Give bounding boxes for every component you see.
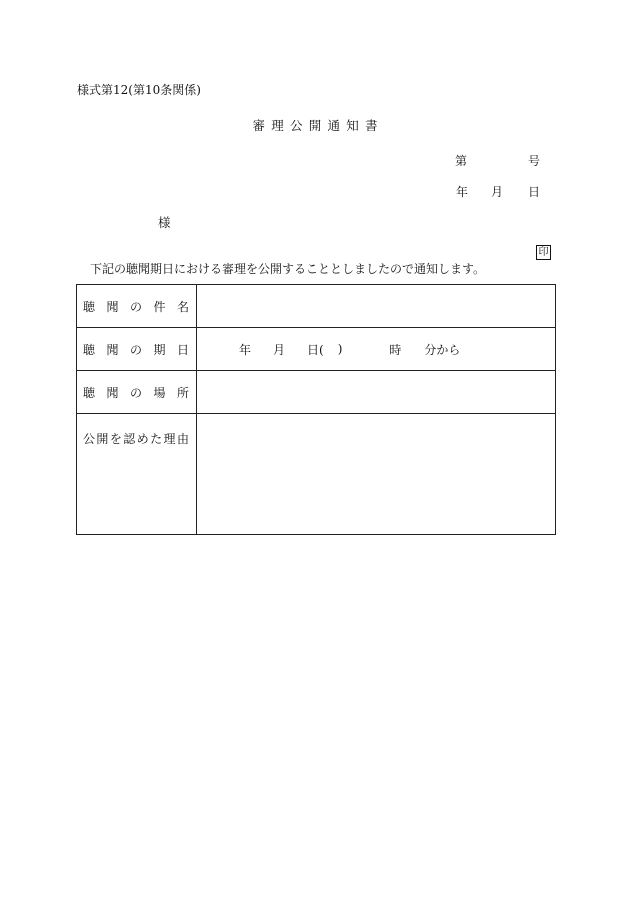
dt-year: 年 bbox=[239, 342, 252, 357]
row-label bbox=[77, 414, 196, 447]
label-char: 認 bbox=[123, 432, 136, 446]
document-title: 審理公開通知書 bbox=[252, 118, 384, 133]
date-day-label: 日 bbox=[528, 185, 541, 199]
label-char: 期 bbox=[153, 342, 166, 357]
label-char: 公 bbox=[83, 432, 96, 446]
document-number-suffix: 号 bbox=[528, 154, 541, 168]
label-cell-place bbox=[77, 371, 197, 414]
date-month-label: 月 bbox=[491, 185, 504, 199]
datetime-line bbox=[197, 341, 555, 358]
table-row bbox=[77, 328, 556, 371]
table-row bbox=[77, 371, 556, 414]
dt-hour: 時 bbox=[389, 342, 402, 357]
dt-month: 月 bbox=[273, 342, 286, 357]
label-char: 日 bbox=[176, 342, 189, 357]
label-char: 聴 bbox=[83, 342, 96, 357]
label-char: 聴 bbox=[83, 385, 96, 400]
label-cell-case-name bbox=[77, 285, 197, 328]
label-char: 聞 bbox=[106, 342, 119, 357]
row-label bbox=[77, 384, 196, 401]
table-row bbox=[77, 285, 556, 328]
dt-close-paren: ) bbox=[337, 342, 343, 356]
label-char: の bbox=[129, 385, 142, 400]
label-char: た bbox=[150, 432, 163, 446]
dt-minute-from: 分から bbox=[424, 342, 461, 357]
form-number: 様式第12(第10条関係) bbox=[77, 83, 201, 97]
date-year-label: 年 bbox=[456, 185, 469, 199]
reason-field[interactable] bbox=[197, 414, 556, 535]
label-char: め bbox=[136, 432, 149, 446]
label-char: 聞 bbox=[106, 299, 119, 314]
row-label bbox=[77, 341, 196, 358]
case-name-field[interactable] bbox=[197, 285, 556, 328]
label-char: 由 bbox=[176, 432, 189, 446]
label-char: 聞 bbox=[106, 385, 119, 400]
label-cell-hearing-date bbox=[77, 328, 197, 371]
recipient-honorific: 様 bbox=[158, 215, 171, 230]
label-cell-reason bbox=[77, 414, 197, 535]
label-char: の bbox=[129, 342, 142, 357]
intro-text: 下記の聴聞期日における審理を公開することとしましたので通知します。 bbox=[90, 262, 486, 276]
label-char: 名 bbox=[176, 299, 189, 314]
row-label bbox=[77, 298, 196, 315]
label-char: 理 bbox=[163, 432, 176, 446]
notice-table bbox=[76, 284, 556, 535]
label-char: の bbox=[129, 299, 142, 314]
label-char: 場 bbox=[153, 385, 166, 400]
table-row bbox=[77, 414, 556, 535]
place-field[interactable] bbox=[197, 371, 556, 414]
document-number-prefix: 第 bbox=[455, 154, 468, 168]
label-char: を bbox=[109, 432, 122, 446]
hearing-date-field[interactable] bbox=[197, 328, 556, 371]
label-char: 聴 bbox=[83, 299, 96, 314]
seal-mark: 印 bbox=[536, 245, 551, 260]
label-char: 開 bbox=[96, 432, 109, 446]
label-char: 件 bbox=[153, 299, 166, 314]
label-char: 所 bbox=[176, 385, 189, 400]
dt-day-open: 日( bbox=[307, 342, 324, 357]
